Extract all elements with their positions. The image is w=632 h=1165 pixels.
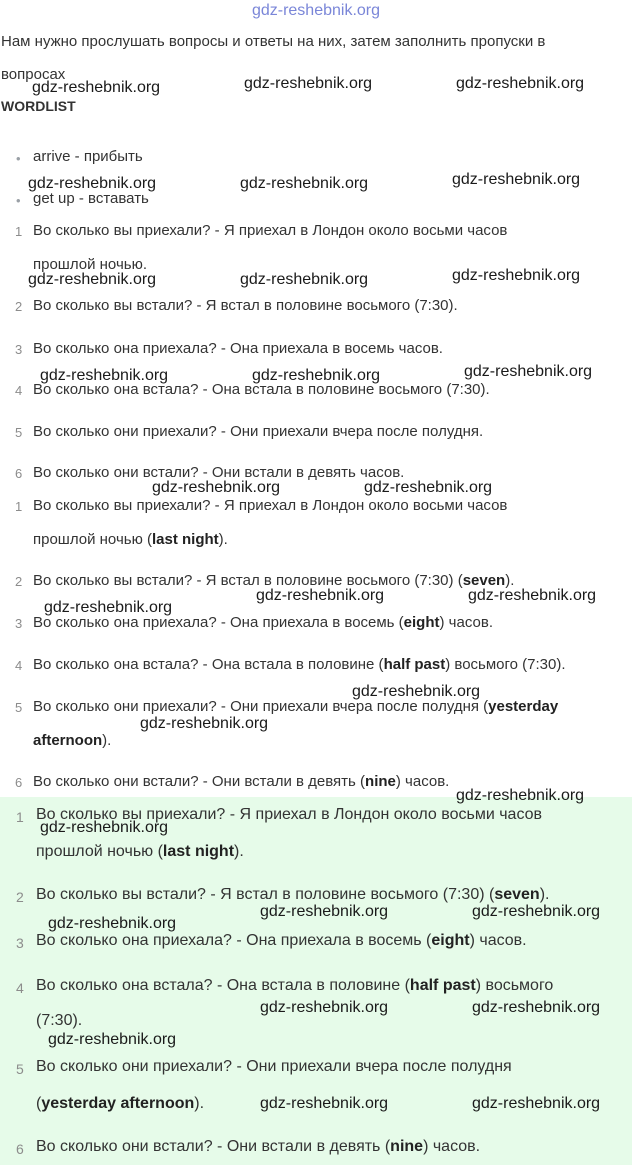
watermark: gdz-reshebnik.org — [28, 271, 157, 288]
item-number: 5 — [16, 1061, 24, 1077]
wordlist-item: get up - вставать — [33, 190, 149, 207]
answer-key: yesterday — [488, 698, 559, 715]
watermark: gdz-reshebnik.org — [28, 175, 157, 192]
watermark: gdz-reshebnik.org — [352, 683, 481, 700]
site-title[interactable]: gdz-reshebnik.org — [251, 2, 381, 19]
answer-key: afternoon — [33, 732, 103, 749]
watermark: gdz-reshebnik.org — [44, 599, 173, 616]
translation-line: Во сколько они приехали? - Они приехали вчера после полудня. — [33, 423, 484, 440]
highlight-line: Во сколько вы приехали? - Я приехал в Лондон около восьми часов — [36, 806, 543, 823]
watermark: gdz-reshebnik.org — [260, 999, 389, 1016]
item-number: 1 — [16, 809, 24, 825]
watermark: gdz-reshebnik.org — [240, 271, 369, 288]
watermark: gdz-reshebnik.org — [472, 1095, 601, 1112]
highlight-line: (yesterday afternoon). — [36, 1095, 205, 1112]
bullet-icon: • — [16, 151, 21, 166]
watermark: gdz-reshebnik.org — [48, 1031, 177, 1048]
watermark: gdz-reshebnik.org — [472, 999, 601, 1016]
answer-key: seven — [462, 572, 506, 589]
translation-line: Во сколько она приехала? - Она приехала в восемь часов. — [33, 340, 443, 357]
watermark: gdz-reshebnik.org — [452, 267, 581, 284]
translation-line: Во сколько вы приехали? - Я приехал в Лондон около восьми часов — [33, 222, 508, 239]
answer-key: nine — [365, 773, 396, 790]
item-number: 3 — [16, 935, 24, 951]
watermark: gdz-reshebnik.org — [260, 903, 389, 920]
translation-line: Во сколько она встала? - Она встала в половине восьмого (7:30). — [33, 381, 490, 398]
highlight-line: (7:30). — [36, 1012, 83, 1029]
item-number: 6 — [15, 775, 23, 790]
highlight-line: Во сколько они приехали? - Они приехали вчера после полудня — [36, 1058, 512, 1075]
watermark: gdz-reshebnik.org — [260, 1095, 389, 1112]
answer-key: last night — [152, 531, 219, 548]
item-number: 6 — [15, 466, 23, 481]
watermark: gdz-reshebnik.org — [48, 915, 177, 932]
item-number: 4 — [15, 658, 23, 673]
watermark: gdz-reshebnik.org — [40, 367, 169, 384]
item-number: 2 — [16, 889, 24, 905]
answer-line: Во сколько они встали? - Они встали в девять (nine) часов. — [33, 773, 450, 790]
watermark: gdz-reshebnik.org — [140, 715, 269, 732]
answer-key: eight — [403, 614, 440, 631]
highlight-line: Во сколько она встала? - Она встала в половине (half past) восьмого — [36, 977, 554, 994]
answer-line: Во сколько она встала? - Она встала в половине (half past) восьмого (7:30). — [33, 656, 566, 673]
bullet-icon: • — [16, 193, 21, 208]
instruction-line-2: вопросах — [1, 66, 66, 83]
answer-key: half past — [383, 656, 446, 673]
watermark: gdz-reshebnik.org — [32, 79, 161, 96]
answer-key: half past — [409, 977, 476, 994]
answer-line: Во сколько она приехала? - Она приехала в восемь (eight) часов. — [33, 614, 493, 631]
watermark: gdz-reshebnik.org — [472, 903, 601, 920]
watermark: gdz-reshebnik.org — [464, 363, 593, 380]
answer-line: Во сколько вы встали? - Я встал в половине восьмого (7:30) (seven). — [33, 572, 515, 589]
translation-line: прошлой ночью. — [33, 256, 147, 273]
answer-line: прошлой ночью (last night). — [33, 531, 228, 548]
item-number: 1 — [15, 224, 23, 239]
item-number: 2 — [15, 299, 23, 314]
watermark: gdz-reshebnik.org — [240, 175, 369, 192]
item-number: 1 — [15, 499, 23, 514]
item-number: 3 — [15, 616, 23, 631]
answer-line: Во сколько вы приехали? - Я приехал в Лондон около восьми часов — [33, 497, 508, 514]
watermark: gdz-reshebnik.org — [40, 819, 169, 836]
watermark: gdz-reshebnik.org — [244, 75, 373, 92]
answer-line: afternoon). — [33, 732, 112, 749]
watermark: gdz-reshebnik.org — [364, 479, 493, 496]
highlight-line: прошлой ночью (last night). — [36, 843, 244, 860]
item-number: 4 — [16, 980, 24, 996]
watermark: gdz-reshebnik.org — [252, 367, 381, 384]
watermark: gdz-reshebnik.org — [468, 587, 597, 604]
watermark: gdz-reshebnik.org — [152, 479, 281, 496]
highlight-line: Во сколько она приехала? - Она приехала в восемь (eight) часов. — [36, 932, 527, 949]
watermark: gdz-reshebnik.org — [456, 787, 585, 804]
wordlist-item: arrive - прибыть — [33, 148, 143, 165]
item-number: 5 — [15, 425, 23, 440]
answer-key: yesterday afternoon — [41, 1095, 195, 1112]
answer-key: seven — [494, 886, 540, 903]
item-number: 2 — [15, 574, 23, 589]
watermark: gdz-reshebnik.org — [452, 171, 581, 188]
answer-key: nine — [390, 1138, 424, 1155]
answer-key: last night — [162, 843, 235, 860]
item-number: 4 — [15, 383, 23, 398]
item-number: 6 — [16, 1141, 24, 1157]
wordlist-heading: WORDLIST — [1, 98, 76, 114]
answer-line: Во сколько они приехали? - Они приехали вчера после полудня (yesterday — [33, 698, 559, 715]
highlight-line: Во сколько они встали? - Они встали в девять (nine) часов. — [36, 1138, 481, 1155]
instruction-line-1: Нам нужно прослушать вопросы и ответы на них, затем заполнить пропуски в — [1, 33, 546, 50]
watermark: gdz-reshebnik.org — [456, 75, 585, 92]
item-number: 3 — [15, 342, 23, 357]
item-number: 5 — [15, 700, 23, 715]
translation-line: Во сколько они встали? - Они встали в девять часов. — [33, 464, 405, 481]
answer-key: eight — [431, 932, 470, 949]
highlight-line: Во сколько вы встали? - Я встал в половине восьмого (7:30) (seven). — [36, 886, 550, 903]
watermark: gdz-reshebnik.org — [256, 587, 385, 604]
translation-line: Во сколько вы встали? - Я встал в половине восьмого (7:30). — [33, 297, 458, 314]
